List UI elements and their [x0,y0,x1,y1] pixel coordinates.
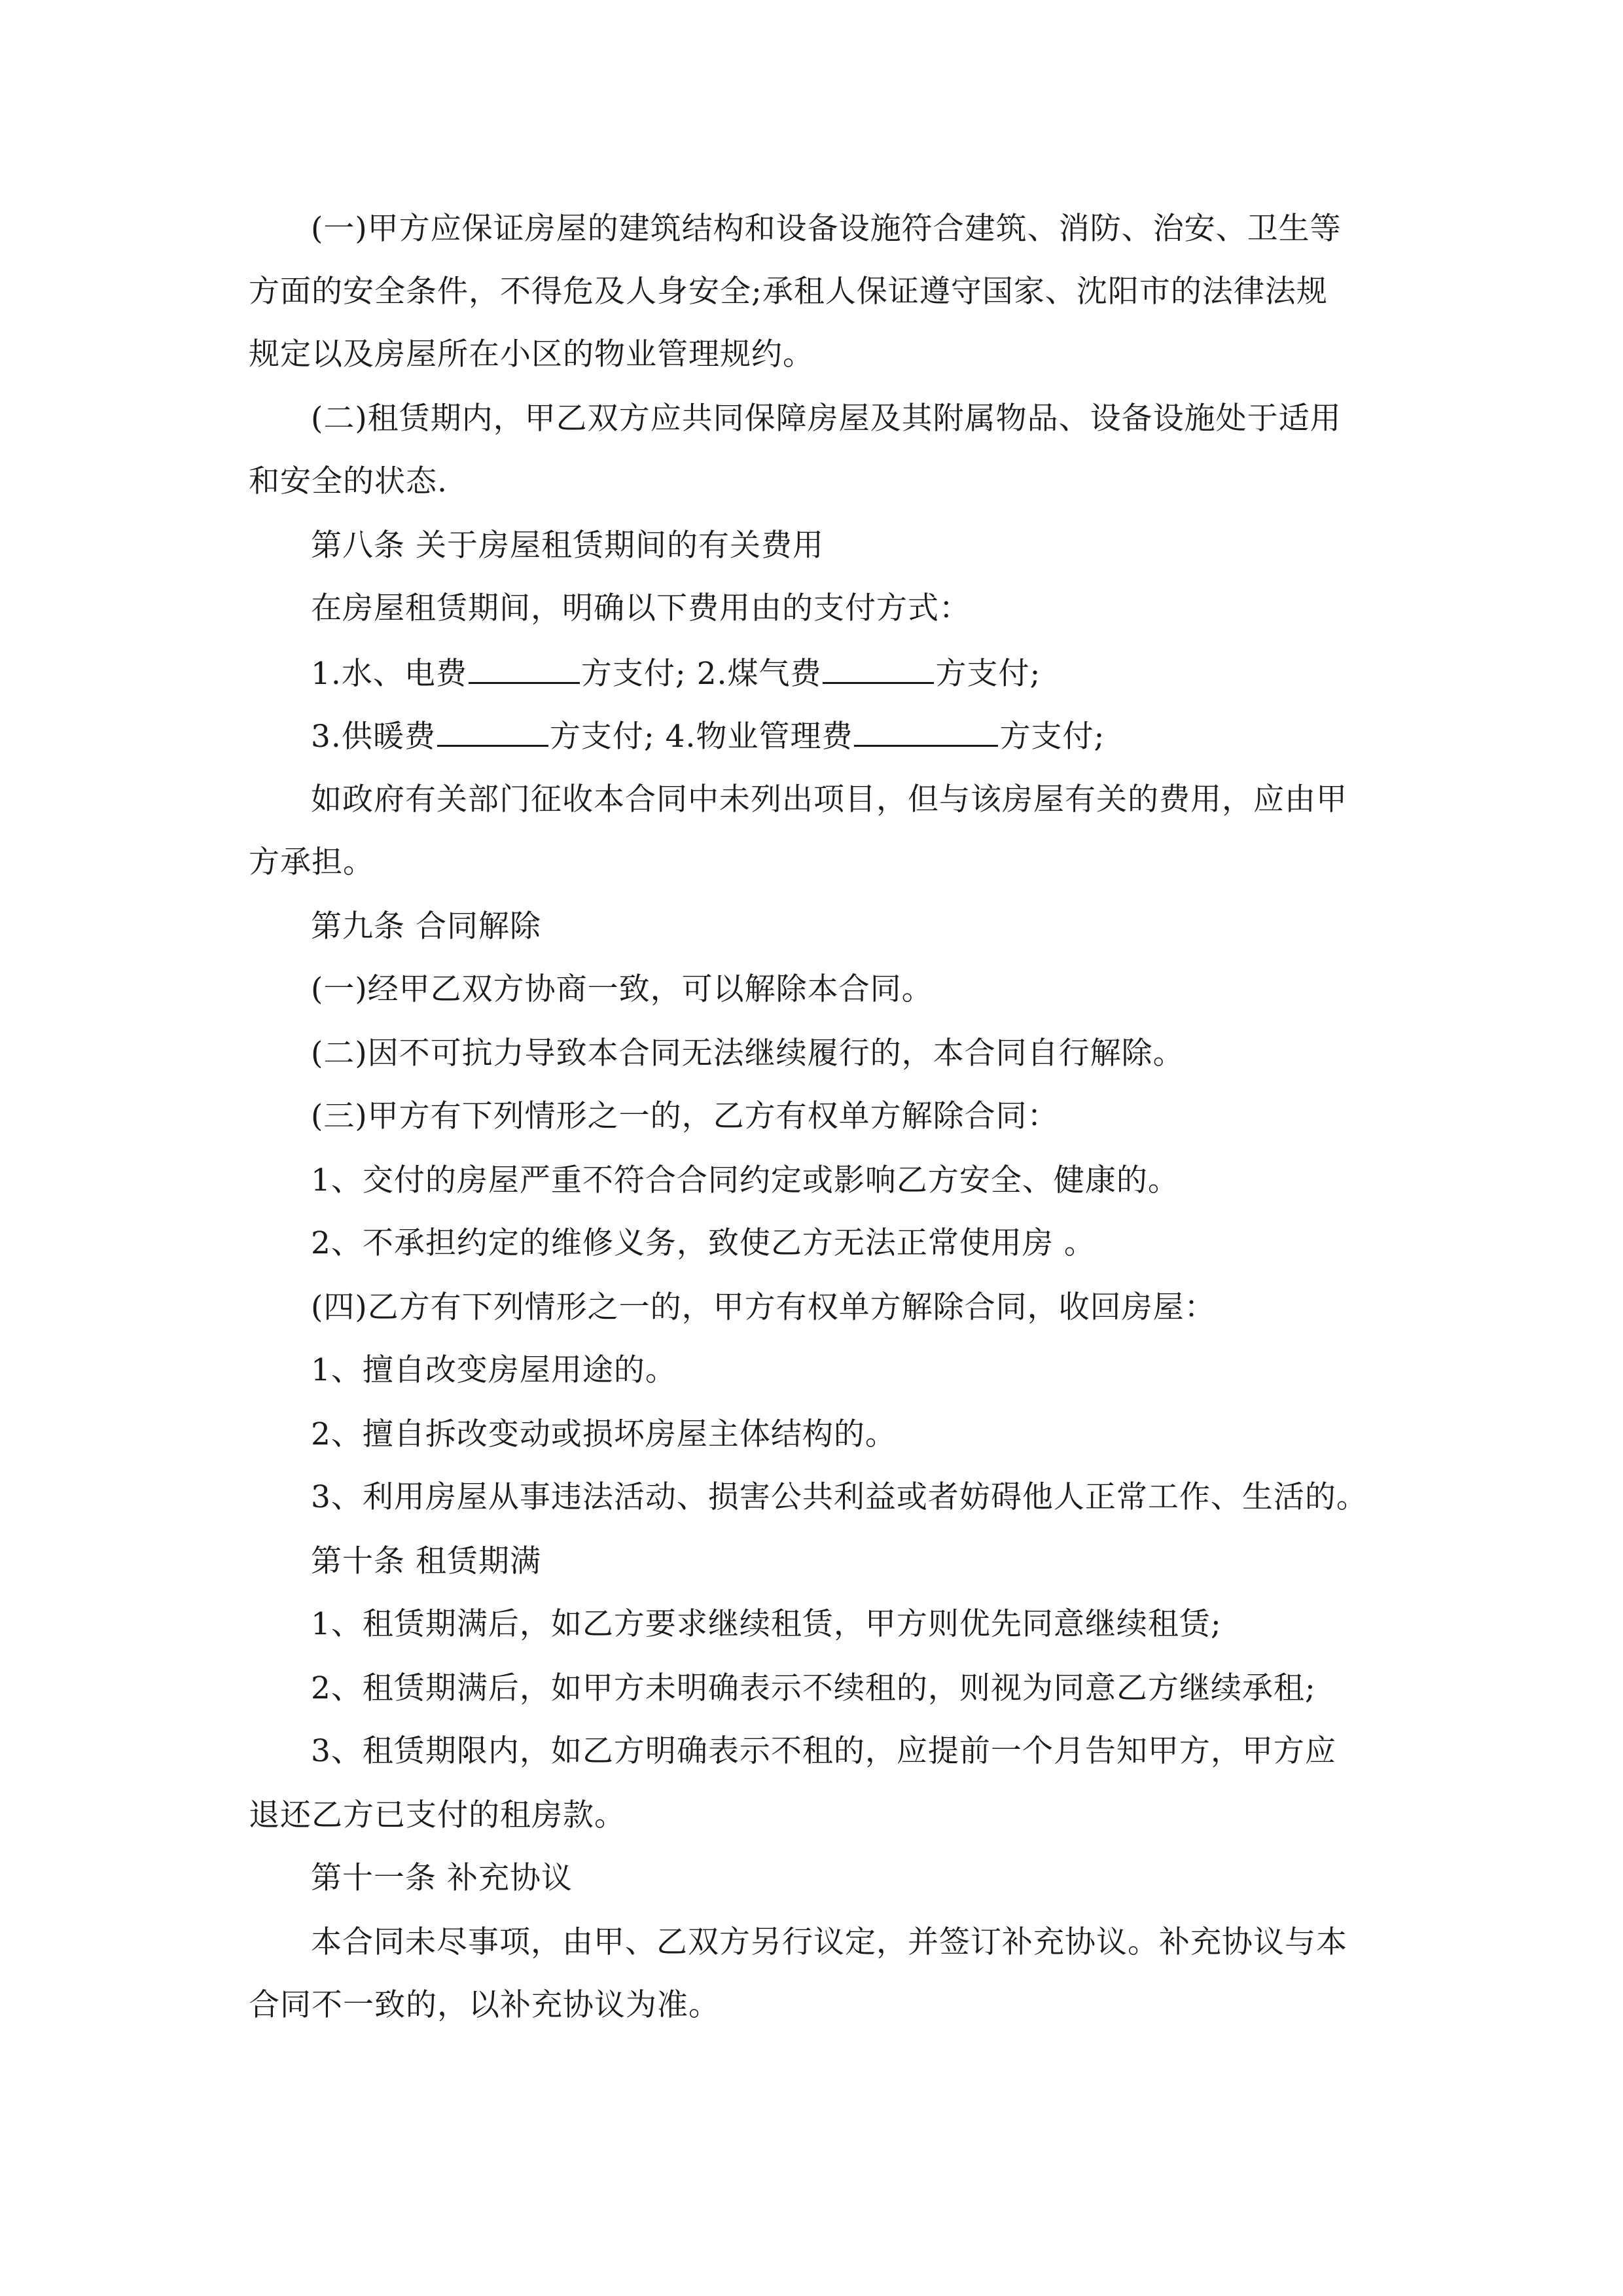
section-heading: 第十一条 补充协议 [311,1860,573,1896]
blank-field [854,716,998,747]
payer-suffix: 方支付 [580,656,675,692]
section-heading: 第八条 关于房屋租赁期间的有关费用 [311,528,824,564]
fee-water-electric-label: 1.水、电费 [311,656,467,692]
paragraph-line: (三)甲方有下列情形之一的，乙方有权单方解除合同： [311,1098,1059,1134]
paragraph-line: (一)甲方应保证房屋的建筑结构和设备设施符合建筑、消防、治安、卫生等 [311,211,1342,247]
section-heading: 第十条 租赁期满 [311,1543,541,1579]
paragraph-line: 3、租赁期限内，如乙方明确表示不租的，应提前一个月告知甲方，甲方应 [311,1733,1336,1769]
paragraph-line: 1、交付的房屋严重不符合合同约定或影响乙方安全、健康的。 [311,1162,1179,1198]
paragraph-line: 3、利用房屋从事违法活动、损害公共利益或者妨碍他人正常工作、生活的。 [311,1479,1368,1515]
paragraph-line: (二)因不可抗力导致本合同无法继续履行的，本合同自行解除。 [311,1035,1185,1071]
fee-gas-label: 2.煤气费 [696,656,822,692]
fee-line-1 [311,653,1041,694]
paragraph-line: 1、租赁期满后，如乙方要求继续租赁，甲方则优先同意继续租赁; [311,1606,1222,1642]
blank-field [469,653,580,684]
paragraph-line: 1、擅自改变房屋用途的。 [311,1352,677,1388]
paragraph-line: 退还乙方已支付的租房款。 [249,1797,626,1833]
separator: ; [675,656,687,692]
paragraph-line: 方面的安全条件，不得危及人身安全;承租人保证遵守国家、沈阳市的法律法规 [249,274,1328,310]
paragraph-line: 如政府有关部门征收本合同中未列出项目，但与该房屋有关的费用，应由甲 [311,781,1347,817]
payer-suffix: 方支付 [935,656,1030,692]
payer-suffix: 方支付 [999,719,1094,755]
fee-property-label: 4.物业管理费 [665,719,853,755]
paragraph-line: (四)乙方有下列情形之一的，甲方有权单方解除合同，收回房屋： [311,1289,1216,1325]
paragraph-line: 和安全的状态. [249,463,448,499]
paragraph-line: 本合同未尽事项，由甲、乙双方另行议定，并签订补充协议。补充协议与本 [311,1924,1347,1960]
separator: ; [1094,719,1105,755]
section-heading: 第九条 合同解除 [311,908,541,944]
separator: ; [643,719,655,755]
blank-field [823,653,934,684]
paragraph-line: 合同不一致的，以补充协议为准。 [249,1987,720,2023]
paragraph-line: 2、租赁期满后，如甲方未明确表示不续租的，则视为同意乙方继续承租; [311,1670,1316,1706]
fee-line-2 [311,716,1105,757]
paragraph-line: 方承担。 [249,844,374,880]
paragraph-line: 规定以及房屋所在小区的物业管理规约。 [249,336,814,372]
paragraph-line: 2、不承担约定的维修义务，致使乙方无法正常使用房 。 [311,1225,1096,1261]
blank-field [437,716,548,747]
fee-heating-label: 3.供暖费 [311,719,436,755]
paragraph-line: (一)经甲乙双方协商一致，可以解除本合同。 [311,971,933,1007]
paragraph-line: (二)租赁期内，甲乙双方应共同保障房屋及其附属物品、设备设施处于适用 [311,401,1342,437]
separator: ; [1029,656,1041,692]
paragraph-line: 2、擅自拆改变动或损坏房屋主体结构的。 [311,1416,897,1452]
paragraph-line: 在房屋租赁期间，明确以下费用由的支付方式： [311,590,971,626]
payer-suffix: 方支付 [549,719,644,755]
